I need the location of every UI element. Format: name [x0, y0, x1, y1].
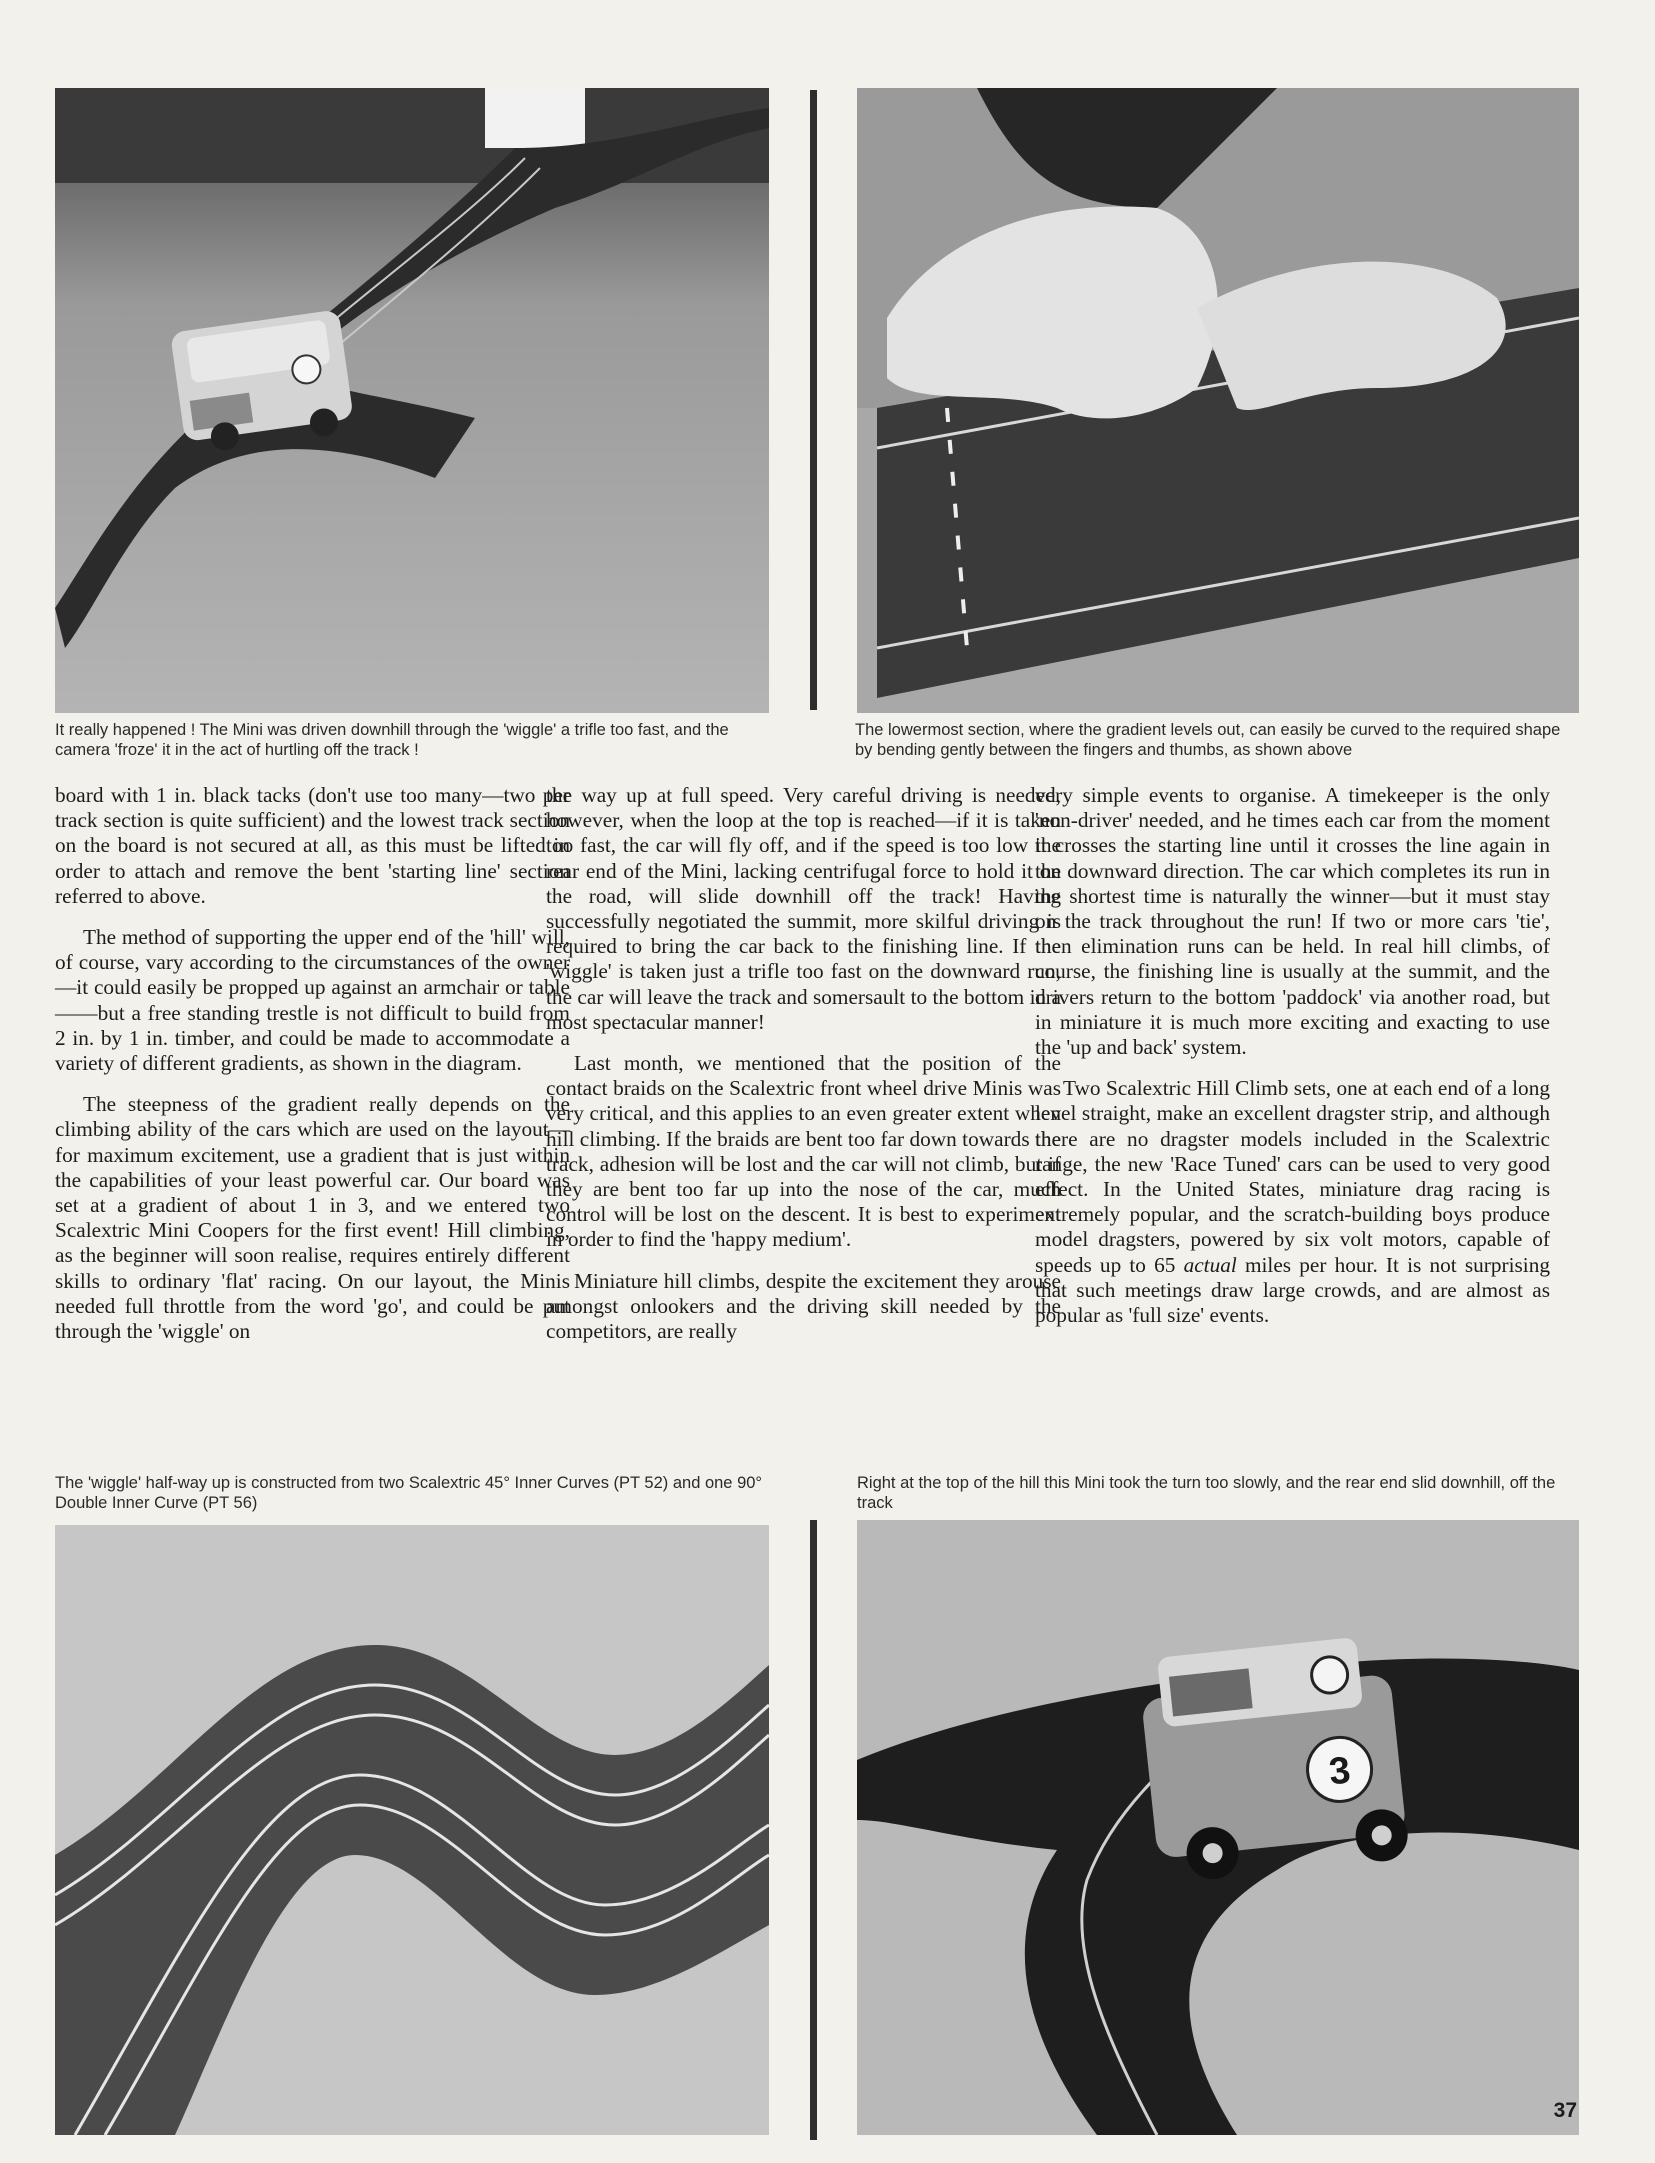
photo-mini-slide — [857, 1520, 1579, 2135]
text-column-left — [55, 783, 570, 1360]
paragraph — [1035, 1076, 1550, 1328]
paragraph: The steepness of the gradient really depends on the climbing ability of the cars which are used on the layout—for maximum excitement, use a gradient that is just within the capabilities of your least powerful car. Our board was set at a gradient of about 1 in 3, and we entered two Scalextric Mini Coopers for the first event! Hill climbing, as the beginner will soon realise, requires entirely different skills to ordinary 'flat' racing. On our layout, the Minis needed full throttle from the word 'go', and could be put through the 'wiggle' on — [55, 1092, 570, 1344]
car-number: 3 — [1327, 1749, 1353, 1794]
photo-bending-track — [857, 88, 1579, 713]
paragraph: the way up at full speed. Very careful driving is needed, however, when the loop at the top is reached—if it is taken too fast, the car will fly off, and if the speed is too low the rear end of the Mini, lacking centrifugal force to hold it on the road, will slide downhill off the track! Having successfully negotiated the summit, more skilful driving is required to bring the car back to the finishing line. If the 'wiggle' is taken just a trifle too fast on the downward run, the car will leave the track and somersault to the bottom in a most spectacular manner! — [546, 783, 1061, 1034]
text-run: Two Scalextric Hill Climb sets, one at each end of a long level straight, make an excellent dragster strip, and although there are no dragster models included in the Scalextric range, the new 'Race Tuned' cars can be used to very good effect. In the United States, miniature drag racing is extremely popular, and the scratch-building boys produce model dragsters, powered by six volt motors, capable of speeds up to 65 — [1035, 1076, 1550, 1277]
photo-wiggle-track — [55, 1525, 769, 2135]
column-rule-top — [810, 90, 817, 710]
caption-top-left: It really happened ! The Mini was driven downhill through the 'wiggle' a trifle too fast, and the camera 'froze' it in the act of hurtling off the track ! — [55, 721, 729, 759]
text-column-right — [1035, 783, 1550, 1344]
paragraph: board with 1 in. black tacks (don't use too many—two per track section is quite sufficient) and the lowest track section on the board is not secured at all, as this must be lifted in order to attach and remove the bent 'starting line' section referred to above. — [55, 783, 570, 908]
text-column-middle — [546, 783, 1061, 1360]
emphasis: actual — [1183, 1252, 1237, 1277]
column-rule-bottom — [810, 1520, 817, 2140]
caption-bottom-right: Right at the top of the hill this Mini took the turn too slowly, and the rear end slid downhill, off the track — [857, 1474, 1556, 1512]
paragraph: Last month, we mentioned that the position of the contact braids on the Scalextric front wheel drive Minis was very critical, and this applies to an even greater extent when hill climbing. If the braids are bent too far down towards the track, adhesion will be lost and the car will not climb, but if they are bent too far up into the nose of the car, much control will be lost on the descent. It is best to experiment in order to find the 'happy medium'. — [546, 1051, 1061, 1252]
paragraph: very simple events to organise. A timekeeper is the only 'non-driver' needed, and he times each car from the moment it crosses the starting line until it crosses the line again in the downward direction. The car which completes its run in the shortest time is naturally the winner—but it must stay on the track throughout the run! If two or more cars 'tie', then elimination runs can be held. In real hill climbs, of course, the finishing line is usually at the summit, and the drivers return to the bottom 'paddock' via another road, but in miniature it is much more exciting and exacting to use the 'up and back' system. — [1035, 783, 1550, 1060]
page-number: 37 — [1553, 2099, 1577, 2122]
paragraph: The method of supporting the upper end of the 'hill' will, of course, vary according to the circumstances of the owner—it could easily be propped up against an armchair or table——but a free standing trestle is not difficult to build from 2 in. by 1 in. timber, and could be made to accommodate a variety of different gradients, as shown in the diagram. — [55, 925, 570, 1076]
text-run: miles per hour. It is not surprising that such meetings draw large crowds, and are almost as popular as 'full size' events. — [1035, 1252, 1551, 1328]
photo-mini-crash — [55, 88, 769, 713]
caption-bottom-left: The 'wiggle' half-way up is constructed from two Scalextric 45° Inner Curves (PT 52) and one 90° Double Inner Curve (PT 56) — [55, 1474, 763, 1512]
caption-top-right: The lowermost section, where the gradient levels out, can easily be curved to the required shape by bending gently between the fingers and thumbs, as shown above — [855, 721, 1561, 759]
paragraph: Miniature hill climbs, despite the excitement they arouse amongst onlookers and the driving skill needed by the competitors, are really — [546, 1268, 1061, 1344]
